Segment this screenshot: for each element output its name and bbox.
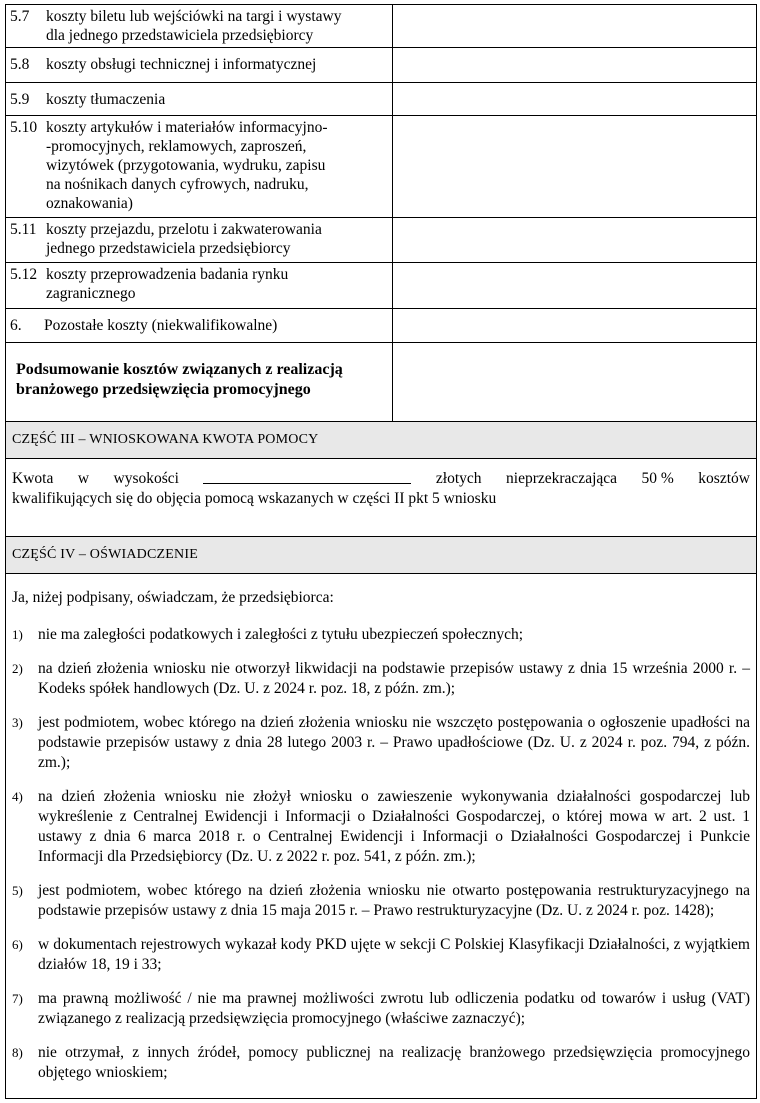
cost-value-cell[interactable]	[393, 309, 757, 343]
row-text: koszty przeprowadzenia badania rynku	[46, 266, 289, 283]
declaration-block	[6, 588, 756, 1083]
cost-label-cell	[6, 83, 393, 116]
amount-text: Kwota	[12, 470, 54, 487]
cost-value-cell[interactable]	[393, 5, 757, 48]
part4-heading: CZĘŚĆ IV – OŚWIADCZENIE	[6, 537, 756, 574]
form-page	[5, 4, 757, 1099]
row-text: koszty biletu lub wejściówki na targi i wystawy	[46, 8, 342, 25]
point-text: na dzień złożenia wniosku nie złożył wniosku o zawieszenie wykonywania działalności gospodarczej lub wykreślenie z Centralnej Ewidencji i Informacji o Działalności Gospodarczej, o której mowa w art. 2 ust. 1 ustawy z dnia 6 marca 2018 r. o Centralnej Ewidencji i Informacji o Działalności Gospodarczej i Punkcie Informacji dla Przedsiębiorcy (Dz. U. z 2022 r. poz. 541, z późn. zm.);	[38, 788, 750, 865]
list-item	[12, 625, 750, 645]
point-number: 4)	[12, 789, 23, 804]
row-text: koszty artykułów i materiałów informacyjno-	[46, 119, 328, 136]
row-text: dla jednego przedstawiciela przedsiębiorcy	[46, 27, 314, 44]
row-number: 6.	[10, 317, 22, 334]
point-number: 7)	[12, 991, 23, 1006]
point-text: jest podmiotem, wobec którego na dzień złożenia wniosku nie otwarto postępowania restrukturyzacyjnego na podstawie przepisów ustawy z dnia 15 maja 2015 r. – Prawo restrukturyzacyjne (Dz. U. z 2024 r. poz. 1428);	[38, 882, 750, 919]
cost-table	[6, 5, 756, 422]
list-item	[12, 787, 750, 867]
row-text: zagranicznego	[46, 285, 136, 302]
point-text: w dokumentach rejestrowych wykazał kody PKD ujęte w sekcji C Polskiej Klasyfikacji Działalności, z wyjątkiem działów 18, 19 i 33;	[38, 936, 750, 973]
point-number: 2)	[12, 661, 23, 676]
amount-input-line[interactable]	[203, 469, 411, 484]
table-row	[6, 309, 756, 343]
cost-value-cell[interactable]	[393, 218, 757, 263]
table-row	[6, 5, 756, 48]
point-number: 3)	[12, 715, 23, 730]
point-text: na dzień złożenia wniosku nie otworzył likwidacji na podstawie przepisów ustawy z dnia 15 września 2000 r. – Kodeks spółek handlowych (Dz. U. z 2024 r. poz. 18, z późn. zm.);	[38, 660, 750, 697]
cost-value-cell[interactable]	[393, 263, 757, 309]
summary-text: Podsumowanie kosztów związanych z realizacją	[16, 361, 343, 378]
row-number: 5.8	[10, 56, 30, 73]
amount-text: kosztów	[698, 470, 750, 487]
cost-label-cell	[6, 5, 393, 48]
point-number: 5)	[12, 883, 23, 898]
summary-value-cell[interactable]	[393, 343, 757, 422]
row-text: Pozostałe koszty (niekwalifikowalne)	[44, 317, 278, 334]
row-text: oznakowania)	[46, 195, 133, 212]
list-item	[12, 659, 750, 699]
amount-percent: 50 %	[641, 470, 674, 487]
cost-label-cell	[6, 263, 393, 309]
point-number: 1)	[12, 627, 23, 642]
row-text: koszty obsługi technicznej i informatycznej	[46, 56, 317, 73]
summary-text: branżowego przedsięwzięcia promocyjnego	[16, 381, 311, 398]
point-text: jest podmiotem, wobec którego na dzień złożenia wniosku nie wszczęto postępowania o ogłoszenie upadłości na podstawie przepisów ustawy z dnia 28 lutego 2003 r. – Prawo upadłościowe (Dz. U. z 2024 r. poz. 794, z późn. zm.);	[38, 714, 750, 771]
cost-label-cell	[6, 309, 393, 343]
row-number: 5.11	[10, 221, 37, 238]
amount-block	[6, 459, 756, 537]
amount-text-line2: kwalifikujących się do objęcia pomocą wskazanych w części II pkt 5 wniosku	[12, 490, 497, 507]
table-row	[6, 48, 756, 83]
table-row	[6, 83, 756, 116]
row-text: jednego przedstawiciela przedsiębiorcy	[46, 240, 291, 257]
cost-label-cell	[6, 116, 393, 218]
list-item	[12, 989, 750, 1029]
amount-text: w	[77, 470, 90, 487]
point-text: nie ma zaległości podatkowych i zaległości z tytułu ubezpieczeń społecznych;	[38, 626, 524, 643]
cost-value-cell[interactable]	[393, 83, 757, 116]
row-number: 5.10	[10, 119, 38, 136]
row-text: koszty tłumaczenia	[46, 91, 166, 108]
list-item	[12, 1043, 750, 1083]
declaration-intro: Ja, niżej podpisany, oświadczam, że przedsiębiorca:	[12, 589, 334, 606]
list-item	[12, 713, 750, 773]
row-text: -promocyjnych, reklamowych, zaproszeń,	[46, 138, 307, 155]
amount-text: wysokości	[113, 470, 179, 487]
row-number: 5.7	[10, 8, 30, 25]
cost-label-cell	[6, 48, 393, 83]
summary-label-cell	[6, 343, 393, 422]
row-number: 5.9	[10, 91, 30, 108]
point-text: nie otrzymał, z innych źródeł, pomocy publicznej na realizację branżowego przedsięwzięcia promocyjnego objętego wnioskiem;	[38, 1044, 750, 1081]
list-item	[12, 881, 750, 921]
point-number: 6)	[12, 937, 23, 952]
summary-row	[6, 343, 756, 422]
part3-heading: CZĘŚĆ III – WNIOSKOWANA KWOTA POMOCY	[6, 422, 756, 459]
table-row	[6, 218, 756, 263]
cost-value-cell[interactable]	[393, 116, 757, 218]
row-text: wizytówek (przygotowania, wydruku, zapisu	[46, 157, 326, 174]
table-row	[6, 116, 756, 218]
cost-value-cell[interactable]	[393, 48, 757, 83]
point-number: 8)	[12, 1045, 23, 1060]
row-text: na nośnikach danych cyfrowych, nadruku,	[46, 176, 309, 193]
list-item	[12, 935, 750, 975]
table-row	[6, 263, 756, 309]
point-text: ma prawną możliwość / nie ma prawnej możliwości zwrotu lub odliczenia podatku od towarów i usług (VAT) związanego z realizacją przedsięwzięcia promocyjnego (właściwe zaznaczyć);	[38, 990, 750, 1027]
row-text: koszty przejazdu, przelotu i zakwaterowania	[46, 221, 322, 238]
amount-text: nieprzekraczająca	[506, 470, 618, 487]
cost-label-cell	[6, 218, 393, 263]
row-number: 5.12	[10, 266, 38, 283]
amount-text: złotych	[435, 470, 482, 487]
